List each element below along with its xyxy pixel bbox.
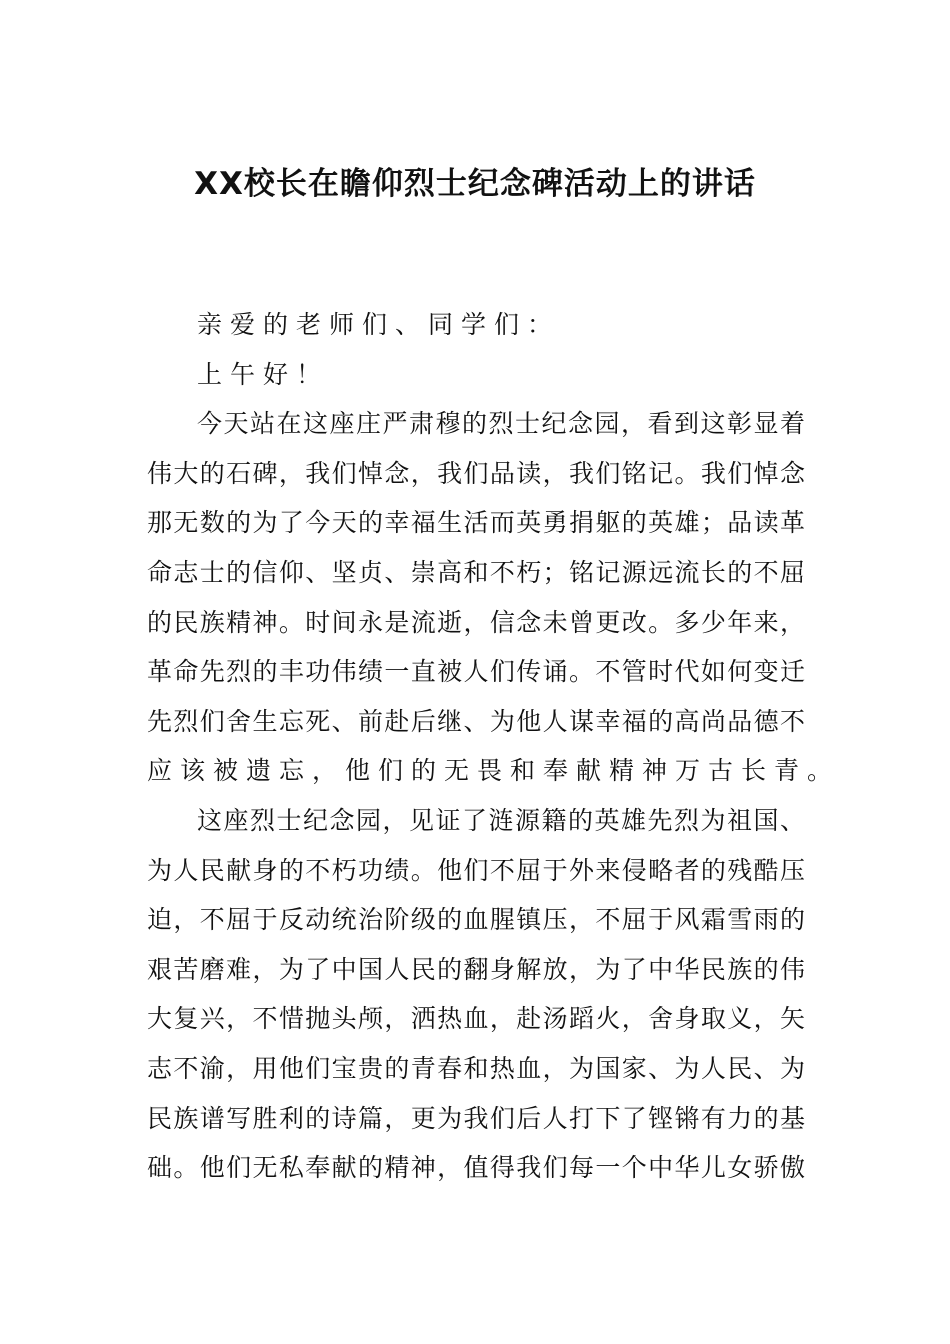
paragraph-line: 伟大的石碑，我们悼念，我们品读，我们铭记。我们悼念 [147, 458, 805, 488]
paragraph-line: 志不渝，用他们宝贵的青春和热血，为国家、为人民、为 [147, 1053, 805, 1083]
paragraph-line: 今天站在这座庄严肃穆的烈士纪念园，看到这彰显着 [197, 409, 805, 439]
paragraph-line: 的民族精神。时间永是流逝，信念未曾更改。多少年来， [147, 607, 805, 637]
paragraph-2 [147, 796, 805, 1193]
paragraph-line: 民族谱写胜利的诗篇，更为我们后人打下了铿锵有力的基 [147, 1103, 805, 1133]
paragraph-line: 迫，不屈于反动统治阶级的血腥镇压，不屈于风霜雪雨的 [147, 905, 805, 935]
paragraph-line: 础。他们无私奉献的精神，值得我们每一个中华儿女骄傲 [147, 1153, 805, 1183]
document-body [147, 300, 841, 1193]
paragraph-line: 命志士的信仰、坚贞、崇高和不朽；铭记源远流长的不屈 [147, 557, 805, 587]
paragraph-line: 大复兴，不惜抛头颅，洒热血，赴汤蹈火，舍身取义，矢 [147, 1004, 805, 1034]
paragraph-line: 艰苦磨难，为了中国人民的翻身解放，为了中华民族的伟 [147, 954, 805, 984]
paragraph-line: 先烈们舍生忘死、前赴后继、为他人谋幸福的高尚品德不 [147, 706, 805, 736]
paragraph-line: 应该被遗忘，他们的无畏和奉献精神万古长青。 [147, 756, 841, 786]
paragraph-line: 为人民献身的不朽功绩。他们不屈于外来侵略者的残酷压 [147, 855, 805, 885]
paragraph-line: 那无数的为了今天的幸福生活而英勇捐躯的英雄；品读革 [147, 508, 805, 538]
greeting: 亲爱的老师们、同学们： [197, 310, 561, 339]
paragraph-line: 革命先烈的丰功伟绩一直被人们传诵。不管时代如何变迁 [147, 657, 805, 687]
salutation: 上午好！ [197, 359, 330, 389]
document-title: XX校长在瞻仰烈士纪念碑活动上的讲话 [194, 166, 756, 202]
paragraph-line: 这座烈士纪念园，见证了涟源籍的英雄先烈为祖国、 [197, 805, 805, 835]
paragraph-1 [147, 399, 841, 796]
